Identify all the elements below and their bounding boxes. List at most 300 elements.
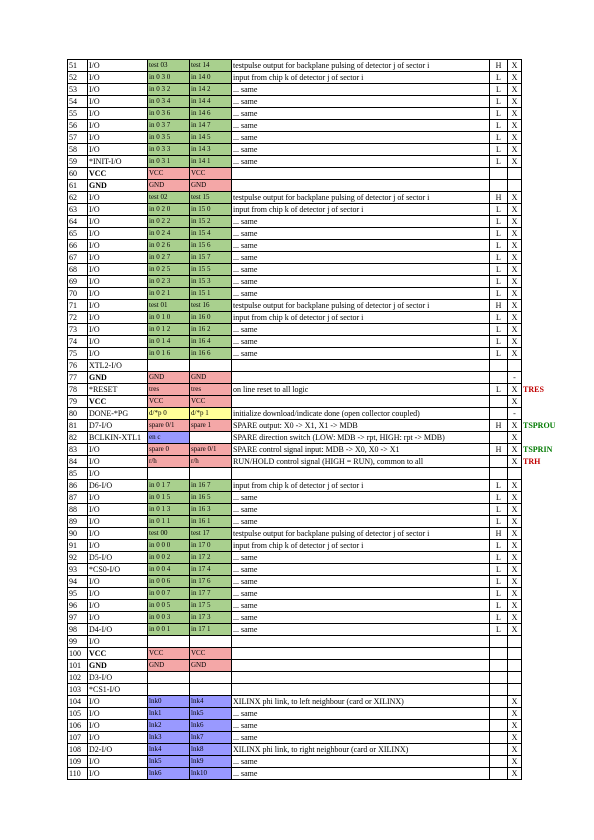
signal-b-cell: in 16 1 (190, 516, 232, 528)
level-cell: L (490, 600, 508, 612)
external-signal-cell (522, 180, 558, 192)
signal-b-cell: in 15 2 (190, 216, 232, 228)
pin-number-cell: 77 (68, 372, 88, 384)
table-row (68, 144, 558, 156)
pin-number-cell: 58 (68, 144, 88, 156)
pin-assignment-table (67, 59, 558, 780)
external-signal-cell: TSPRIN (523, 445, 553, 454)
table-row (68, 624, 558, 636)
used-flag-cell: X (508, 336, 522, 348)
pin-function-cell: I/O (88, 108, 148, 120)
signal-b-cell (190, 468, 232, 480)
used-flag-cell: X (508, 576, 522, 588)
pin-function-cell: D6-I/O (88, 480, 148, 492)
signal-b-cell: spare 1 (190, 420, 232, 432)
pin-function-cell: D2-I/O (88, 744, 148, 756)
description-cell: ... same (232, 108, 490, 120)
description-cell (232, 660, 490, 672)
table-row (68, 288, 558, 300)
pin-function-cell: GND (88, 372, 148, 384)
pin-number-cell: 93 (68, 564, 88, 576)
signal-b-cell: in 17 1 (190, 624, 232, 636)
table-row (68, 372, 558, 384)
level-cell: L (490, 576, 508, 588)
pin-number-cell: 88 (68, 504, 88, 516)
signal-b-cell: r/h (190, 456, 232, 468)
pin-function-cell: I/O (88, 216, 148, 228)
used-flag-cell: X (508, 432, 522, 444)
table-row (68, 684, 558, 696)
level-cell (490, 168, 508, 180)
table-row (68, 168, 558, 180)
pin-number-cell: 92 (68, 552, 88, 564)
used-flag-cell: X (508, 276, 522, 288)
level-cell (490, 396, 508, 408)
signal-a-cell: test 03 (148, 60, 190, 72)
pin-number-cell: 97 (68, 612, 88, 624)
description-cell: ... same (232, 132, 490, 144)
signal-a-cell: in 0 0 6 (148, 576, 190, 588)
external-signal-cell (522, 720, 558, 732)
pin-number-cell: 54 (68, 96, 88, 108)
pin-function-cell: *CS1-I/O (88, 684, 148, 696)
pin-function-cell: VCC (88, 648, 148, 660)
signal-b-cell: VCC (190, 396, 232, 408)
table-row (68, 660, 558, 672)
signal-b-cell: lnk10 (190, 768, 232, 780)
pin-number-cell: 62 (68, 192, 88, 204)
level-cell (490, 696, 508, 708)
pin-number-cell: 84 (68, 456, 88, 468)
pin-number-cell: 69 (68, 276, 88, 288)
description-cell: ... same (232, 240, 490, 252)
pin-number-cell: 96 (68, 600, 88, 612)
table-row (68, 420, 558, 432)
used-flag-cell: X (508, 216, 522, 228)
external-signal-cell (522, 312, 558, 324)
signal-b-cell: test 14 (190, 60, 232, 72)
used-flag-cell: X (508, 252, 522, 264)
level-cell: L (490, 72, 508, 84)
level-cell: H (490, 60, 508, 72)
signal-a-cell: lnk1 (148, 708, 190, 720)
signal-b-cell (190, 360, 232, 372)
table-row (68, 252, 558, 264)
external-signal-cell (522, 552, 558, 564)
signal-b-cell (190, 684, 232, 696)
signal-a-cell: in 0 3 4 (148, 96, 190, 108)
description-cell: ... same (232, 600, 490, 612)
pin-number-cell: 75 (68, 348, 88, 360)
table-row (68, 636, 558, 648)
external-signal-cell (522, 336, 558, 348)
table-row (68, 576, 558, 588)
description-cell: testpulse output for backplane pulsing of detector j of sector i (232, 60, 490, 72)
description-cell: ... same (232, 732, 490, 744)
description-cell: ... same (232, 276, 490, 288)
description-cell (232, 468, 490, 480)
signal-b-cell: in 17 7 (190, 588, 232, 600)
pin-function-cell: GND (88, 180, 148, 192)
signal-a-cell: lnk6 (148, 768, 190, 780)
external-signal-cell (522, 300, 558, 312)
signal-a-cell: in 0 2 4 (148, 228, 190, 240)
signal-b-cell: in 17 3 (190, 612, 232, 624)
signal-a-cell: tres (148, 384, 190, 396)
pin-function-cell: I/O (88, 528, 148, 540)
pin-function-cell: D3-I/O (88, 672, 148, 684)
used-flag-cell: X (508, 516, 522, 528)
pin-number-cell: 105 (68, 708, 88, 720)
signal-b-cell: test 17 (190, 528, 232, 540)
pin-number-cell: 51 (68, 60, 88, 72)
used-flag-cell: X (508, 540, 522, 552)
description-cell: ... same (232, 216, 490, 228)
table-row (68, 336, 558, 348)
signal-a-cell: in 0 3 1 (148, 156, 190, 168)
external-signal-cell: TRES (523, 385, 544, 394)
description-cell: ... same (232, 348, 490, 360)
external-signal-cell (522, 732, 558, 744)
pin-function-cell: I/O (88, 228, 148, 240)
level-cell (490, 732, 508, 744)
level-cell: L (490, 132, 508, 144)
signal-a-cell: GND (148, 372, 190, 384)
used-flag-cell: X (508, 528, 522, 540)
description-cell: on line reset to all logic (232, 384, 490, 396)
used-flag-cell (508, 648, 522, 660)
pin-function-cell: VCC (88, 168, 148, 180)
pin-function-cell: DONE-*PG (88, 408, 148, 420)
external-signal-cell (522, 132, 558, 144)
pin-function-cell: VCC (88, 396, 148, 408)
table-row (68, 444, 558, 456)
signal-a-cell: d/*p 0 (148, 408, 190, 420)
description-cell: XILINX phi link, to right neighbour (card or XILINX) (232, 744, 490, 756)
external-signal-cell (522, 660, 558, 672)
external-signal-cell (522, 672, 558, 684)
table-row (68, 588, 558, 600)
description-cell: ... same (232, 552, 490, 564)
signal-b-cell: GND (190, 660, 232, 672)
pin-function-cell: I/O (88, 96, 148, 108)
pin-number-cell: 55 (68, 108, 88, 120)
pin-function-cell: I/O (88, 468, 148, 480)
pin-number-cell: 82 (68, 432, 88, 444)
signal-b-cell: in 17 2 (190, 552, 232, 564)
used-flag-cell: X (508, 708, 522, 720)
level-cell (490, 756, 508, 768)
pin-function-cell: D5-I/O (88, 552, 148, 564)
table-row (68, 732, 558, 744)
pin-number-cell: 68 (68, 264, 88, 276)
pin-number-cell: 72 (68, 312, 88, 324)
pin-number-cell: 52 (68, 72, 88, 84)
used-flag-cell: X (508, 396, 522, 408)
signal-b-cell: in 17 6 (190, 576, 232, 588)
table-row (68, 216, 558, 228)
level-cell: L (490, 552, 508, 564)
signal-a-cell: in 0 0 5 (148, 600, 190, 612)
level-cell: L (490, 312, 508, 324)
table-body (68, 60, 558, 780)
table-row (68, 516, 558, 528)
level-cell (490, 372, 508, 384)
table-row (68, 696, 558, 708)
description-cell: ... same (232, 228, 490, 240)
signal-a-cell: in 0 1 7 (148, 480, 190, 492)
signal-a-cell: in 0 2 1 (148, 288, 190, 300)
level-cell: L (490, 324, 508, 336)
pin-number-cell: 100 (68, 648, 88, 660)
used-flag-cell: X (508, 744, 522, 756)
pin-number-cell: 103 (68, 684, 88, 696)
external-signal-cell (522, 408, 558, 420)
signal-a-cell: VCC (148, 648, 190, 660)
pin-function-cell: D4-I/O (88, 624, 148, 636)
signal-b-cell: GND (190, 180, 232, 192)
signal-a-cell: lnk3 (148, 732, 190, 744)
pin-function-cell: I/O (88, 300, 148, 312)
signal-a-cell: lnk5 (148, 756, 190, 768)
level-cell: L (490, 612, 508, 624)
signal-b-cell: in 16 3 (190, 504, 232, 516)
signal-a-cell: in 0 2 6 (148, 240, 190, 252)
table-row (68, 72, 558, 84)
description-cell: ... same (232, 96, 490, 108)
pin-number-cell: 74 (68, 336, 88, 348)
description-cell (232, 396, 490, 408)
table-row (68, 504, 558, 516)
table-row (68, 84, 558, 96)
pin-number-cell: 86 (68, 480, 88, 492)
description-cell: input from chip k of detector j of sector i (232, 480, 490, 492)
description-cell: SPARE output: X0 -> X1, X1 -> MDB (232, 420, 490, 432)
signal-b-cell: in 14 0 (190, 72, 232, 84)
signal-b-cell: in 14 3 (190, 144, 232, 156)
used-flag-cell: - (508, 372, 522, 384)
signal-b-cell (190, 636, 232, 648)
table-row (68, 276, 558, 288)
signal-a-cell: spare 0/1 (148, 420, 190, 432)
level-cell: L (490, 588, 508, 600)
pin-number-cell: 80 (68, 408, 88, 420)
external-signal-cell (522, 216, 558, 228)
external-signal-cell (522, 564, 558, 576)
signal-a-cell (148, 360, 190, 372)
level-cell: L (490, 504, 508, 516)
pin-number-cell: 85 (68, 468, 88, 480)
external-signal-cell (522, 756, 558, 768)
external-signal-cell (522, 588, 558, 600)
external-signal-cell (522, 396, 558, 408)
external-signal-cell (522, 252, 558, 264)
pin-number-cell: 66 (68, 240, 88, 252)
pin-function-cell: I/O (88, 540, 148, 552)
signal-a-cell: in 0 2 7 (148, 252, 190, 264)
used-flag-cell (508, 660, 522, 672)
table-row (68, 540, 558, 552)
level-cell: L (490, 156, 508, 168)
signal-a-cell: in 0 3 0 (148, 72, 190, 84)
level-cell: L (490, 336, 508, 348)
level-cell: H (490, 528, 508, 540)
pin-number-cell: 99 (68, 636, 88, 648)
pin-function-cell: I/O (88, 756, 148, 768)
signal-a-cell: in 0 1 1 (148, 516, 190, 528)
external-signal-cell (522, 528, 558, 540)
used-flag-cell: X (508, 348, 522, 360)
level-cell: L (490, 540, 508, 552)
level-cell: H (490, 444, 508, 456)
pin-number-cell: 101 (68, 660, 88, 672)
used-flag-cell: X (508, 132, 522, 144)
signal-b-cell: in 15 1 (190, 288, 232, 300)
external-signal-cell (522, 264, 558, 276)
used-flag-cell (508, 672, 522, 684)
signal-a-cell: in 0 3 3 (148, 144, 190, 156)
signal-a-cell: in 0 2 3 (148, 276, 190, 288)
table-row (68, 156, 558, 168)
used-flag-cell: X (508, 228, 522, 240)
table-row (68, 60, 558, 72)
used-flag-cell: X (508, 420, 522, 432)
used-flag-cell: X (508, 288, 522, 300)
pin-function-cell: I/O (88, 324, 148, 336)
external-signal-cell (522, 228, 558, 240)
signal-a-cell: in 0 0 7 (148, 588, 190, 600)
signal-a-cell: in 0 0 4 (148, 564, 190, 576)
pin-function-cell: I/O (88, 252, 148, 264)
pin-function-cell: I/O (88, 72, 148, 84)
used-flag-cell: X (508, 384, 522, 396)
external-signal-cell (522, 60, 558, 72)
used-flag-cell: X (508, 720, 522, 732)
table-row (68, 720, 558, 732)
signal-b-cell (190, 672, 232, 684)
level-cell: H (490, 192, 508, 204)
level-cell: L (490, 204, 508, 216)
external-signal-cell (522, 708, 558, 720)
description-cell (232, 168, 490, 180)
pin-function-cell: I/O (88, 708, 148, 720)
level-cell (490, 672, 508, 684)
table-row (68, 384, 558, 396)
external-signal-cell (522, 600, 558, 612)
pin-number-cell: 83 (68, 444, 88, 456)
level-cell (490, 360, 508, 372)
description-cell (232, 672, 490, 684)
pin-function-cell: *CS0-I/O (88, 564, 148, 576)
signal-a-cell: lnk2 (148, 720, 190, 732)
pin-number-cell: 71 (68, 300, 88, 312)
pin-function-cell: GND (88, 660, 148, 672)
pin-function-cell: I/O (88, 588, 148, 600)
external-signal-cell (522, 204, 558, 216)
used-flag-cell: X (508, 264, 522, 276)
pin-function-cell: I/O (88, 516, 148, 528)
description-cell: SPARE control signal input: MDB -> X0, X0 -> X1 (232, 444, 490, 456)
used-flag-cell: X (508, 60, 522, 72)
table-row (68, 432, 558, 444)
pin-function-cell: I/O (88, 504, 148, 516)
pin-number-cell: 63 (68, 204, 88, 216)
pin-number-cell: 87 (68, 492, 88, 504)
table-row (68, 648, 558, 660)
signal-a-cell: in 0 3 7 (148, 120, 190, 132)
signal-a-cell: spare 0 (148, 444, 190, 456)
signal-b-cell: VCC (190, 168, 232, 180)
description-cell: ... same (232, 264, 490, 276)
table-row (68, 480, 558, 492)
pin-number-cell: 73 (68, 324, 88, 336)
external-signal-cell (522, 696, 558, 708)
signal-a-cell: in 0 3 2 (148, 84, 190, 96)
external-signal-cell (522, 648, 558, 660)
used-flag-cell: X (508, 108, 522, 120)
used-flag-cell: X (508, 552, 522, 564)
description-cell: ... same (232, 588, 490, 600)
signal-a-cell: GND (148, 180, 190, 192)
pin-function-cell: I/O (88, 276, 148, 288)
level-cell: L (490, 240, 508, 252)
level-cell: L (490, 276, 508, 288)
signal-b-cell: in 15 7 (190, 252, 232, 264)
description-cell: ... same (232, 768, 490, 780)
pin-function-cell: I/O (88, 636, 148, 648)
level-cell (490, 180, 508, 192)
signal-b-cell: in 14 1 (190, 156, 232, 168)
signal-a-cell: in 0 1 4 (148, 336, 190, 348)
table-row (68, 360, 558, 372)
level-cell: L (490, 228, 508, 240)
pin-function-cell: I/O (88, 264, 148, 276)
used-flag-cell: X (508, 192, 522, 204)
signal-a-cell: in 0 1 6 (148, 348, 190, 360)
table-row (68, 264, 558, 276)
description-cell: testpulse output for backplane pulsing of detector j of sector i (232, 192, 490, 204)
level-cell: L (490, 516, 508, 528)
used-flag-cell: X (508, 72, 522, 84)
table-row (68, 204, 558, 216)
signal-b-cell: in 15 0 (190, 204, 232, 216)
pin-number-cell: 89 (68, 516, 88, 528)
description-cell: SPARE direction switch (LOW: MDB -> rpt, HIGH: rpt -> MDB) (232, 432, 490, 444)
description-cell: ... same (232, 492, 490, 504)
external-signal-cell (522, 108, 558, 120)
description-cell: ... same (232, 156, 490, 168)
external-signal-cell (522, 348, 558, 360)
description-cell: ... same (232, 336, 490, 348)
description-cell: testpulse output for backplane pulsing of detector j of sector i (232, 300, 490, 312)
table-row (68, 132, 558, 144)
signal-b-cell: in 14 6 (190, 108, 232, 120)
pin-number-cell: 90 (68, 528, 88, 540)
signal-a-cell: in 0 1 0 (148, 312, 190, 324)
description-cell (232, 372, 490, 384)
used-flag-cell (508, 360, 522, 372)
pin-function-cell: D7-I/O (88, 420, 148, 432)
used-flag-cell (508, 168, 522, 180)
pin-function-cell: I/O (88, 492, 148, 504)
external-signal-cell (522, 192, 558, 204)
description-cell: XILINX phi link, to left neighbour (card or XILINX) (232, 696, 490, 708)
used-flag-cell: - (508, 408, 522, 420)
used-flag-cell: X (508, 624, 522, 636)
external-signal-cell (522, 624, 558, 636)
description-cell: ... same (232, 252, 490, 264)
description-cell: ... same (232, 144, 490, 156)
